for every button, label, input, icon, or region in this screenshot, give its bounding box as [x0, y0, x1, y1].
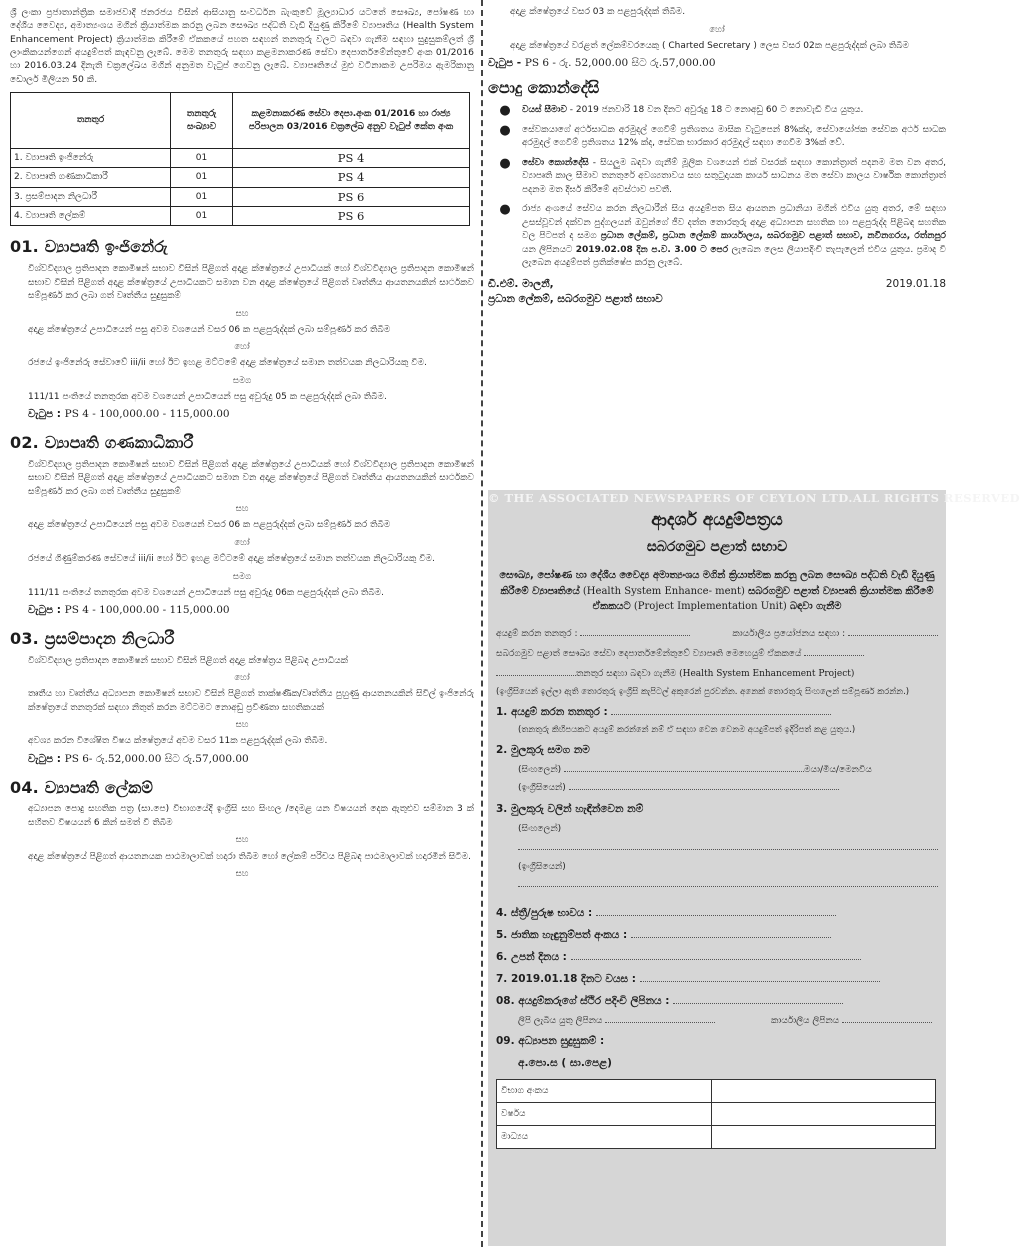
- application-title: ආදර්ශ අයදුම්පත්‍රය: [651, 510, 783, 530]
- name-english-input[interactable]: [569, 789, 839, 790]
- form-label: ලිපි ලැබිය යුතු ලිපිනය: [518, 1015, 603, 1026]
- table-row: [497, 1103, 936, 1126]
- section-paragraph: අවශ්‍ය කරන විශේෂිත විෂය ක්ෂේත්‍රයේ අවම වසර 11ක පළපුරුද්දක් ලබා තිබීම.: [28, 736, 328, 747]
- form-label: 5. ජාතික හැඳුනුම්පත් අංකය :: [496, 929, 628, 942]
- form-label: 1. අයදුම් කරන තනතුර :: [496, 705, 608, 718]
- dob-input[interactable]: [571, 959, 861, 960]
- signatory-title: ප්‍රධාන ලේකම්, සබරගමුව පළාත් සභාව: [488, 292, 663, 305]
- office-use-input[interactable]: [848, 635, 938, 636]
- section-paragraph: අදාළ ක්ෂේත්‍රයේ පිළිගත් ආයතනයක පාඨමාලාවක් හදාරා තිබීම හෝ ලේකම් පරිචය පිළිබඳ පාඨමාලාවක් හදාරමින් සිටීම.: [28, 851, 471, 862]
- section-paragraph: 111/11 පංතියේ තනතුරක අවම වශයෙන් උපාධියෙන් පසු අවුරුදු 06ක පළපුරුද්දක් ලබා තිබීම.: [28, 587, 384, 598]
- form-note: (ඉංග්‍රීසියෙන් ඉල්ලා ඇති තොරතුරු ඉංග්‍රීසි කැපිටල් අකුරෙන් පුරවන්න. අනෙක් තොරතුරු සිංහලෙන් සම්පූර්ණ කරන්න.): [496, 686, 910, 697]
- condition-text: ලැබෙන ලෙස ලියාපදිංචි තැපැලෙන් එවිය යුතුය. ප්‍රමාද වී ලැබෙන අයදුම්පත් ප්‍රතික්ෂේප කරනු ලැබේ.: [522, 244, 946, 269]
- notice-date: 2019.01.18: [885, 277, 946, 290]
- form-text: සබරගමුව පළාත් සෞඛ්‍ය සේවා දෙපාර්තමේන්තුවේ ව්‍යාපෘති මෙහෙයුම් ඒකකයේ: [496, 648, 802, 659]
- post-applied-input[interactable]: [611, 714, 831, 715]
- post-code: PS 6: [233, 207, 470, 226]
- age-input[interactable]: [640, 981, 880, 982]
- condition-label: වයස් සීමාව: [522, 104, 567, 115]
- initials-sinhala-input-row: [496, 842, 938, 855]
- field-post-label: අයදුම් කරන තනතුර :: [496, 628, 578, 639]
- condition-text: රාජ්‍ය අංශයේ සේවය කරන නිලධාරීන් සිය අයදුම්පත සිය ආයතන ප්‍රධානියා මගින් එවිය යුතු අතර, මේ සඳහා උසස්වූවන් දක්වන පුද්ගලයන් ඔවුන්ගේ ජීව දත්ත තොරතුරු අදාළ අධ්‍යාපන සහතික හා පළපුරුද්ද පිළිබඳ සහතික වල පිටපත් ද සමග: [522, 204, 946, 242]
- copyright-watermark: © THE ASSOCIATED NEWSPAPERS OF CEYLON LTD.ALL RIGHTS RESERVED: [488, 491, 1020, 505]
- salary-value: PS 6- රු.52,000.00 සිට රු.57,000.00: [64, 752, 249, 765]
- desc-part: සෞඛ්‍ය, පෝෂණ හා දේශීය වෛද්‍ය අමාත්‍යංශය මගින් ක්‍රියාත්මක කරනු ලබන සෞඛ්‍ය පද්ධති වැඩි දියුණු කිරීමේ ව්‍යාපෘතියේ: [499, 570, 935, 597]
- edu-row-label: විභාග අංකය: [497, 1080, 712, 1103]
- desc-part: (Health System Enhance- ment): [579, 585, 749, 597]
- form-label: 7. 2019.01.18 දිනට වයස :: [496, 972, 636, 985]
- application-form: [488, 490, 946, 1246]
- office-use-label: කාර්යාලීය ප්‍රයෝජනය සඳහා :: [732, 628, 846, 639]
- form-item-name: 2. මුලකුරු සමග නම: [496, 743, 590, 756]
- post-count: 01: [171, 149, 233, 168]
- conjunction: හෝ: [234, 673, 250, 684]
- condition-item: [488, 124, 946, 151]
- table-row: [497, 1126, 936, 1149]
- condition-item: [488, 203, 946, 271]
- post-name: 3. ප්‍රසම්පාදන නිලධාරී: [11, 187, 171, 206]
- form-item-address: [496, 994, 938, 1009]
- form-label: 4. ස්ත්‍රී/පුරුෂ භාවය :: [496, 907, 593, 920]
- form-label: 6. උපන් දිනය :: [496, 950, 567, 963]
- post-name: 2. ව්‍යාපෘති ගණකාධිකාරී: [11, 168, 171, 187]
- mail-address-input[interactable]: [605, 1022, 715, 1023]
- general-conditions-title: පොදු කොන්දේසි: [488, 77, 600, 97]
- form-item-education: 09. අධ්‍යාපන සුදුසුකම් :: [496, 1035, 605, 1048]
- name-english-row: [496, 782, 938, 795]
- post-count: 01: [171, 207, 233, 226]
- form-item-age: [496, 972, 938, 987]
- post-name: 4. ව්‍යාපෘති ලේකම්: [11, 207, 171, 226]
- condition-text: - සියලුම බඳවා ගැනීම් මූලික වශයෙන් එක් වසරක් සඳහා කොන්ත්‍රාත් පදනම මත වන අතර, ව්‍යාපෘති කාල සීමාව තනතුරේ අවශ්‍යතාවය සහ සතුටුදායක කාර්ය සාධනය මත සේවා කාලය වාර්ෂික කොන්ත්‍රාත් පදනම මත දීර්ඝ කිරීමේ අවස්ථාව පවතී.: [522, 157, 946, 195]
- conjunction: හෝ: [234, 537, 250, 548]
- post-count: 01: [171, 187, 233, 206]
- salary-value: PS 4 - 100,000.00 - 115,000.00: [64, 408, 230, 421]
- section-paragraph: අදාළ ක්ෂේත්‍රයේ වසර 03 ක පළපුරුද්දක් තිබීම.: [510, 7, 686, 17]
- header-post: තනතුර: [11, 93, 171, 149]
- conjunction: සහ: [235, 308, 249, 319]
- nic-input[interactable]: [631, 937, 831, 938]
- section-paragraph: අදාළ ක්ෂේත්‍රයේ උපාධියෙන් පසු අවම වශයෙන් වසර 06 ක පළපුරුද්දක් ලබා සම්පූර්ණ කර තිබීම: [28, 520, 391, 531]
- desc-part: බඳවා ගැනීම: [789, 601, 842, 612]
- initials-sinhala-input[interactable]: [518, 849, 938, 850]
- gender-input[interactable]: [596, 915, 836, 916]
- post-code: PS 4: [233, 168, 470, 187]
- edu-cell-input[interactable]: [712, 1103, 936, 1126]
- name-sinhala-row: [496, 764, 938, 777]
- form-label: කාර්යාලීය ලිපිනය: [771, 1015, 840, 1026]
- application-subtitle: සබරගමුව පළාත් සභාව: [646, 539, 788, 556]
- post-input[interactable]: [580, 635, 690, 636]
- header-salary-code: කළමනාකරණ සේවා දෙපා.අංක 01/2016 හා රාජ්‍ය පරිපාලන 03/2016 චක්‍රලේඛ අනුව වැටුප් කේත අංක: [233, 93, 470, 149]
- salary-label: වැටුප :: [28, 408, 65, 421]
- address-types-row: [496, 1015, 938, 1028]
- post-count: 01: [171, 168, 233, 187]
- form-item-post: [496, 705, 938, 720]
- post-office-row: [496, 627, 938, 641]
- salary-value: PS 6 - රු. 52,000.00 සිට රු.57,000.00: [524, 57, 716, 70]
- section-title-secretary: 04. ව්‍යාපෘති ලේකම්: [10, 777, 154, 797]
- salary-line: [10, 752, 474, 767]
- condition-text: සේවකයාගේ අර්ථසාධක අරමුදල් ගෙවීම් ප්‍රතිශතය මාසික වැටුපෙන් 8%ක්ද, සේවායෝජක සේවක අර්ථ සාධක අරමුදල් ගෙවීම් ප්‍රතිශතය 12% ක්ද, සේවක භාරකාර අරමුදල් සඳහා ගෙවීම 3%ක් වේ.: [522, 124, 946, 149]
- form-note: (තනතුරු කිහිපයකට අයදුම් කරන්නේ නම් ඒ සඳහා වෙන වෙනම අයදුම්පත් ඉදිරිපත් කළ යුතුය.): [518, 724, 856, 735]
- bullet-icon: ●: [499, 122, 511, 138]
- edu-row-label: වර්ෂය: [497, 1103, 712, 1126]
- line-input[interactable]: [496, 675, 576, 676]
- condition-text: - 2019 ජනවාරි 18 වන දිනට අවුරුදු 18 ට නොඅඩු 60 ට නොවැඩි විය යුතුය.: [566, 104, 864, 115]
- conjunction: සහ: [235, 720, 249, 731]
- section-paragraph: 111/11 පංතියේ තනතුරක අවම වශයෙන් උපාධියෙන් පසු අවුරුදු 05 ක පළපුරුද්දක් ලබා තිබීම.: [28, 391, 387, 402]
- edu-cell-input[interactable]: [712, 1080, 936, 1103]
- posts-table: [10, 92, 470, 226]
- line-input[interactable]: [804, 655, 864, 656]
- desc-part: සබරගමුව පළාත් ව්‍යාපෘති ක්‍රියාත්මක කිරීමේ ඒකකයට: [592, 585, 934, 612]
- post-code: PS 4: [233, 149, 470, 168]
- bullet-icon: ●: [499, 202, 511, 218]
- section-title-accountant: 02. ව්‍යාපෘති ගණකාධිකාරී: [10, 433, 194, 453]
- line-field: [496, 647, 938, 661]
- edu-cell-input[interactable]: [712, 1126, 936, 1149]
- right-column: [488, 6, 1020, 1244]
- condition-text: යන ලිපිනයට: [522, 244, 576, 255]
- table-row: [11, 149, 470, 168]
- form-item-dob: [496, 950, 938, 965]
- section-title-procurement: 03. ප්‍රසම්පාදන නිලධාරී: [10, 629, 175, 648]
- section-paragraph: විශ්වවිද්‍යාල ප්‍රතිපාදන කොමිෂන් සභාව විසින් පිළිගත් අදාළ ක්ෂේත්‍රයේ උපාධියක් හෝ විශ්වවිද්‍යාල ප්‍රතිපාදන කොමිෂන් සභාව විසින් පිළිගත් අදාළ ක්ෂේත්‍රයේ උපාධියකට සමාන වන අදාළ ක්ෂේත්‍රයේ පිළිගත් වෘත්තීය ආයතනයකින් සාර්ථකව සම්පූර්ණ කර ලබා ගත් වෘත්තීය සුදුසුකම්: [28, 264, 474, 302]
- condition-label: සේවා කොන්දේසි: [522, 157, 589, 168]
- conjunction: සහ: [235, 504, 249, 515]
- column-divider: [481, 0, 483, 1247]
- salary-label: වැටුප :: [28, 604, 65, 617]
- form-item-gender: [496, 906, 938, 921]
- salary-label: වැටුප :: [28, 752, 65, 765]
- section-paragraph: අධ්‍යාපන පොදු සහතික පත්‍ර (සා.පෙ) විභාගයේදී ඉංග්‍රීසි සහ සිංහල /දෙමළ යන විෂයයන් දෙක ඇතුළුව සම්මාන 3 ක් සහිතව විෂයයන් 6 කින් සමත් වී තිබීම: [28, 804, 474, 828]
- salary-label: වැටුප -: [488, 57, 525, 70]
- conjunction: හෝ: [709, 24, 725, 35]
- name-sinhala-input[interactable]: [564, 771, 804, 772]
- salary-value: PS 4 - 100,000.00 - 115,000.00: [64, 604, 230, 617]
- section-paragraph: විශ්වවිද්‍යාල ප්‍රතිපාදන කොමිෂන් සභාව විසින් පිළිගත් අදාළ ක්ෂේත්‍රයේ උපාධියක් හෝ විශ්වවිද්‍යාල ප්‍රතිපාදන කොමිෂන් සභාව විසින් පිළිගත් අදාළ ක්ෂේත්‍රයේ උපාධියකට සමාන වන අදාළ ක්ෂේත්‍රයේ පිළිගත් වෘත්තීය ආයතනයකින් සාර්ථකව සම්පූර්ණ කර ලබා ගත් වෘත්තීය සුදුසුකම්: [28, 459, 474, 497]
- post-name: 1. ව්‍යාපෘති ඉංජිනේරු: [11, 149, 171, 168]
- section-paragraph: තෘතීය හා වෘත්තීය අධ්‍යාපන කොමිෂන් සභාව විසින් පිළිගත් තාක්ෂණික/වෘත්තීය පුහුණු ආයතනයකින් සිවිල් ඉංජිනේරු ක්ෂේත්‍රයේ තනතුරක් සඳහා නිතුත් කරන මට්ටමට නොඅඩු ප්‍රවීණතා සහතිකයක්: [28, 689, 474, 713]
- conjunction: සමග: [232, 571, 252, 582]
- salary-line: [488, 56, 946, 71]
- signature-block: [488, 277, 946, 292]
- application-description: [496, 568, 938, 615]
- left-column: [10, 6, 474, 1244]
- education-table: [496, 1079, 936, 1149]
- conjunction: සහ: [235, 835, 249, 846]
- header-count: තනතුරු සංඛ්‍යාව: [171, 93, 233, 149]
- deadline-bold: 2019.02.08 දින ප.ව. 3.00 ට පෙර: [575, 244, 729, 255]
- post-code: PS 6: [233, 187, 470, 206]
- desc-part: (Project Implementation Unit): [630, 601, 790, 612]
- posts-table-header: [11, 93, 470, 149]
- condition-item: [488, 157, 946, 198]
- section-title-engineer: 01. ව්‍යාපෘති ඉංජිනේරු: [10, 237, 168, 257]
- salary-line: [10, 407, 474, 422]
- conjunction: සහ: [235, 869, 249, 880]
- line-field: [496, 667, 938, 681]
- title-option[interactable]: මයා/මිය/මෙනවිය: [804, 764, 872, 775]
- initials-english-input[interactable]: [518, 886, 938, 887]
- table-row: [11, 187, 470, 206]
- initials-english-input-row: [496, 879, 938, 892]
- form-label: 08. අයදුම්කරුගේ ස්ථිර පදිංචි ලිපිනය :: [496, 994, 670, 1007]
- ol-label: අ.පො.ස ( සා.පෙළ): [518, 1057, 612, 1070]
- address-input[interactable]: [673, 1003, 843, 1004]
- form-label: (ඉංග්‍රීසියෙන්): [518, 783, 566, 794]
- intro-paragraph: ශ්‍රී ලංකා ප්‍රජාතාන්ත්‍රික සමාජවාදී ජනරජය විසින් ආසියානු සංවර්ධන බැංකුවේ මූල්‍යාධාර යටතේ සෞඛ්‍ය, පෝෂණ හා දේශීය වෛද්‍ය, අමාත්‍යංශය මගින් ක්‍රියාත්මක කරනු ලබන සෞඛ්‍ය පද්ධති වැඩි දියුණු කිරීමේ ව්‍යාපෘතිය (Health System Enhancement Project) ක්‍රියාත්මක කිරීමේ ඒකකයේ පහත සඳහන් තනතුරු වලට බඳවා ගැනීම සඳහා සුදුසුකම්ලත් ශ්‍රී ලාංකිකයන්ගෙන් අයදුම්පත් කැඳවනු ලැබේ. මෙම තනතුරු සඳහා කළමනාකරණ සේවා දෙපාර්තමේන්තුවේ අංක 01/2016 හා 2016.03.24 දිනැති චක්‍රලේඛය මගින් අනුමත වැටුප් ගෙවනු ලැබේ. ව්‍යාපෘතියේ මුළු වටිනාකම උපරිමය ඇමරිකානු ඩොලර් මිලියන 50 කි.: [10, 7, 474, 85]
- initials-sinhala-row: (සිංහලෙන්): [518, 824, 562, 835]
- bullet-icon: ●: [499, 155, 511, 171]
- table-row: [11, 168, 470, 187]
- condition-item: [488, 104, 946, 118]
- section-paragraph: රජයේ ඉංජිනේරු සේවාවේ iii/ii හෝ ඊට ඉහළ මට්ටමේ අදාළ ක්ෂේත්‍රයේ සමාන තත්වයක නිලධාරියකු වීම.: [28, 358, 427, 369]
- conjunction: හෝ: [234, 342, 250, 353]
- form-text: තනතුර සඳහා බඳවා ගැනීම (Health System Enhancement Project): [576, 669, 855, 680]
- salary-line: [10, 603, 474, 618]
- table-row: [11, 207, 470, 226]
- section-paragraph: අදාළ ක්ෂේත්‍රයේ උපාධියෙන් පසු අවම වශයෙන් වසර 06 ක පළපුරුද්දක් ලබා සම්පූර්ණ කර තිබීම: [28, 324, 391, 335]
- section-paragraph: රජයේ ගිණුම්කරණ සේවයේ iii/ii හෝ ඊට ඉහළ මට්ටමේ අදාළ ක්ෂේත්‍රයේ සමාන තත්වයක නිලධාරියකු වීම.: [28, 554, 435, 565]
- address-bold: ප්‍රධාන ලේකම්, ප්‍රධාන ලේකම් කාර්යාලය, සබරගමුව පළාත් සභාව, නවිනගරය, රත්නපුර: [600, 231, 946, 242]
- form-item-nic: [496, 928, 938, 943]
- edu-row-label: මාධ්‍යය: [497, 1126, 712, 1149]
- conjunction: සමග: [232, 375, 252, 386]
- form-label: (සිංහලෙන්): [518, 764, 562, 775]
- bullet-icon: ●: [499, 102, 511, 118]
- section-paragraph: අදාළ ක්ෂේත්‍රයේ වරළත් ලේකම්වරයෙකු ( Charted Secretary ) ලෙස වසර 02ක පළපුරුද්දක් ලබා තිබීම: [510, 40, 909, 51]
- initials-english-row: (ඉංග්‍රීසියෙන්): [518, 861, 566, 872]
- office-address-input[interactable]: [842, 1022, 932, 1023]
- form-item-names-by-initials: 3. මුලකුරු වලින් හැඳින්වෙන නම්: [496, 803, 644, 816]
- signatory-name: ඩී.එම්. මාලනී,: [488, 277, 554, 290]
- section-paragraph: විශ්වවිද්‍යාල ප්‍රතිපාදන කොමිෂන් සභාව විසින් පිළිගත් අදාළ ක්ෂේත්‍රය පිළිබඳ උපාධියක්: [28, 655, 348, 666]
- table-row: [497, 1080, 936, 1103]
